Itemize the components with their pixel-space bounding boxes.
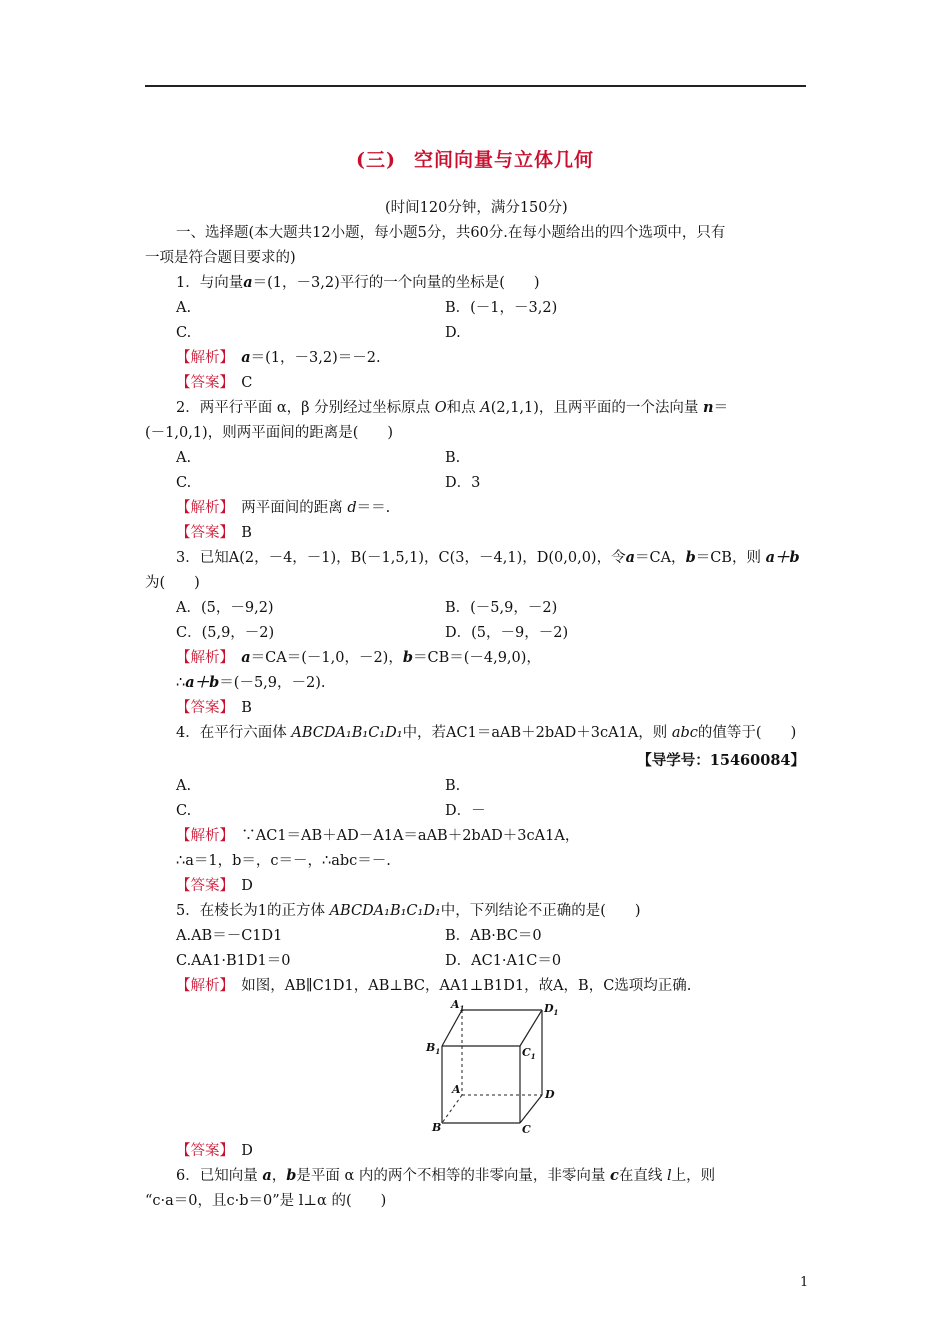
hidden-edge-a-b [442,1095,462,1123]
q1-stem: 1．与向量a＝(1，－3,2)平行的一个向量的坐标是( ) [176,274,540,291]
q4-explanation-line-2: ∴a＝1，b＝，c＝－，∴abc＝－. [176,853,391,869]
q3-options-ab [176,598,776,618]
q1-answer: 【答案】 C [176,375,253,391]
q4-options-ab [176,776,776,796]
cube-figure [420,998,570,1138]
q5-explanation: 【解析】 如图，AB∥C1D1，AB⊥BC，AA1⊥B1D1，故A，B，C选项均正确. [176,978,692,994]
q3-stem-line-1: 3．已知A(2，－4，－1)，B(－1,5,1)，C(3，－4,1)，D(0,0,0)，令a＝CA，b＝CB，则 a＋b [176,549,800,566]
time-note: (时间120分钟，满分150分) [385,200,568,216]
edge-a1-b1 [442,1010,462,1046]
q3-explanation-line-1: 【解析】 a＝CA＝(－1,0，－2)，b＝CB＝(－4,9,0)， [176,649,541,666]
q5-stem: 5．在棱长为1的正方体 ABCDA₁B₁C₁D₁中，下列结论不正确的是( ) [176,903,641,919]
q1-explanation: 【解析】 a＝(1，－3,2)＝－2. [176,349,381,366]
q3-option-a: A．(5，－9,2) [176,600,274,616]
header-rule [145,85,806,87]
q5-options-ab [176,926,776,946]
label-c: C [522,1123,531,1136]
q3-option-d: D．(5，－9，－2) [445,625,569,641]
label-d1: $D_1$ [544,1002,559,1017]
q2-option-a: A. [176,450,192,466]
q1-option-c: C. [176,325,192,341]
q5-option-b: B．AB·BC＝0 [445,928,542,944]
label-b1: $B_1$ [426,1041,441,1056]
q4-options-cd [176,801,776,821]
intro-line-2: 一项是符合题目要求的) [145,250,296,266]
q5-answer: 【答案】 D [176,1143,253,1159]
q2-option-b: B. [445,450,461,466]
label-c1: $C_1$ [522,1046,536,1061]
guide-number: 【导学号：15460084】 [637,752,805,769]
q4-option-b: B. [445,778,461,794]
label-a1: $A_1$ [451,998,465,1013]
q2-option-d: D．3 [445,475,481,491]
label-a: A [452,1083,461,1096]
edge-d1-c1 [520,1010,542,1046]
q5-option-c: C.AA1·B1D1＝0 [176,953,291,969]
q3-option-b: B．(－5,9，－2) [445,600,558,616]
intro-line-1: 一、选择题(本大题共12小题，每小题5分，共60分.在每小题给出的四个选项中，只有 [176,225,726,241]
q4-option-a: A. [176,778,192,794]
q4-stem: 4．在平行六面体 ABCDA₁B₁C₁D₁中，若AC1＝aAB＋2bAD＋3cA1A，则 abc的值等于( ) [176,725,797,741]
label-b: B [432,1121,442,1134]
q5-option-d: D．AC1·A1C＝0 [445,953,562,969]
q2-options-ab [176,448,776,468]
q2-answer: 【答案】 B [176,525,252,541]
q1-option-a: A. [176,300,192,316]
q2-option-c: C. [176,475,192,491]
q3-explanation-line-2: ∴a＋b＝(－5,9，－2). [176,674,326,691]
label-d: D [545,1088,555,1101]
q4-option-d: D．－ [445,803,486,819]
q5-option-a: A.AB＝－C1D1 [176,928,283,944]
page-title: (三) 空间向量与立体几何 [356,149,594,171]
q4-answer: 【答案】 D [176,878,253,894]
q4-option-c: C. [176,803,192,819]
q1-option-b: B．(－1，－3,2) [445,300,558,316]
q1-options-ab [176,298,776,318]
edge-d-c [520,1095,542,1123]
q3-option-c: C．(5,9，－2) [176,625,275,641]
q3-stem-line-2: 为( ) [145,575,200,591]
q6-stem-line-2: “c·a＝0，且c·b＝0”是 l⊥α 的( ) [145,1193,387,1209]
q2-stem-line-1: 2．两平行平面 α，β 分别经过坐标原点 O和点 A(2,1,1)，且两平面的一个法向量 n＝ [176,399,729,416]
page-number: 1 [800,1275,809,1290]
q3-options-cd [176,623,776,643]
q2-explanation: 【解析】 两平面间的距离 d＝＝. [176,500,391,516]
q2-options-cd [176,473,776,493]
q1-options-cd [176,323,776,343]
q5-options-cd [176,951,776,971]
q3-answer: 【答案】 B [176,700,252,716]
q1-option-d: D. [445,325,461,341]
q4-explanation-line-1: 【解析】 ∵AC1＝AB＋AD－A1A＝aAB＋2bAD＋3cA1A， [176,828,580,844]
q2-stem-line-2: (－1,0,1)，则两平面间的距离是( ) [145,425,394,441]
q6-stem-line-1: 6．已知向量 a，b是平面 α 内的两个不相等的非零向量，非零向量 c在直线 l上，则 [176,1167,716,1184]
